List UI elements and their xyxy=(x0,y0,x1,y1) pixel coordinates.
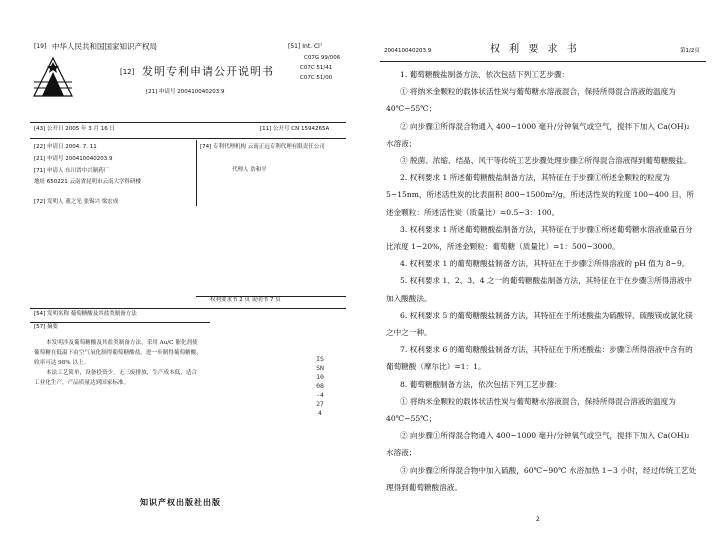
publisher: 知识产权出版社出版 xyxy=(140,497,221,507)
page-number: 2 xyxy=(536,516,540,523)
side-number: ISSN 1008-4274 xyxy=(316,355,324,417)
claims-body xyxy=(386,66,698,496)
claim-line: 4. 权利要求 1 的葡萄糖酸盐制备方法，其特征在于步骤②所得溶液的 pH 值为 8~9。 xyxy=(400,259,690,269)
field-22: [22] 申请日 2004. 7. 11 xyxy=(34,144,97,150)
claim-line: 1. 葡萄糖酸盐制备方法，依次包括下列工艺步骤： xyxy=(400,70,570,79)
field-43: [43] 公开日 2005 年 3 月 16 日 xyxy=(34,126,116,132)
header-page-label: 第1/2页 xyxy=(680,48,700,54)
column-divider xyxy=(196,140,197,206)
field-51: [51] Int. Cl⁷ xyxy=(288,43,323,50)
claim-line: ② 向步骤①所得混合物通入 400~1000 毫升/分钟氧气或空气，搅拌下加入 Ca(OH)₂ 水溶液； xyxy=(386,121,690,148)
header-title: 权 利 要 求 书 xyxy=(490,44,580,55)
field-21b: [21] 申请号 200410040203.9 xyxy=(34,156,113,162)
divider-2 xyxy=(30,138,346,139)
abstract-paragraph: 本发明涉及葡萄糖酸及其盐类制备方法，采用 Au/C 催化剂使葡萄糖在低温下由空气氧化制得葡萄糖酸盐，进一步制得葡萄糖酸，收率可达 98% 以上。 xyxy=(34,340,202,366)
claim-line: ② 向步骤①所得混合物通入 400~1000 毫升/分钟氧气或空气，搅拌下加入 Ca(OH)₂ 水溶液； xyxy=(386,431,690,458)
ipc-code-1: C07G 99/006 xyxy=(304,55,341,61)
claim-line: 3. 权利要求 1 所述葡萄糖酸盐制备方法，其特征在于步骤①所述葡萄糖水溶液重量百分比浓度 1~20%，所述金颗粒：葡萄糖（质量比）=1：500~3000。 xyxy=(386,224,693,252)
claim-line: ① 将纳米金颗粒的载体状活性炭与葡萄糖水溶液混合，保持所得混合溶液的温度为 40℃~55℃； xyxy=(386,396,676,424)
agent: 代理人 浩和平 xyxy=(232,167,267,173)
office-name: 中华人民共和国国家知识产权局 xyxy=(52,42,157,51)
divider-3 xyxy=(30,308,346,309)
claim-line: ③ 脱菌、浓缩、结晶、风干等传统工艺步骤处理步骤②所得混合溶液得到葡萄糖酸盐。 xyxy=(400,156,691,166)
ipc-code-2: C07C 51/41 xyxy=(300,65,333,71)
claim-line: 5. 权利要求 1、2、3、4 之一的葡萄糖酸盐制备方法，其特征在于在步骤③所得溶液中加入酸酸法。 xyxy=(386,276,692,303)
header-application-number: 200410040203.9 xyxy=(384,48,432,54)
ipc-code-3: C07C 51/00 xyxy=(300,75,333,81)
abstract-text xyxy=(34,338,202,388)
document-title: 发明专利申请公开说明书 xyxy=(142,65,274,78)
address: 地址 650221 云南省昆明市云南大学科研楼 xyxy=(34,179,141,185)
patent-office-emblem-icon xyxy=(30,52,76,100)
claims-page xyxy=(360,0,720,540)
claim-line: 2. 权利要求 1 所述葡萄糖酸盐制备方法，其特征在于步骤①所述金颗粒的粒度为 5~15nm，所述活性炭的比表面积 800~1500m²/g，所述活性炭的粒度 100~400 目，所述金颗粒：所述活性炭（质量比）=0.5~3：100。 xyxy=(386,173,695,217)
claim-line: ③ 向步骤②所得混合物中加入硫酸，60℃~90℃ 水浴加热 1~3 小时，经过传统工艺处理得到葡萄糖酸溶液。 xyxy=(386,465,697,492)
field-57: [57] 摘要 xyxy=(34,324,59,330)
field-11: [11] 公开号 CN 1594265A xyxy=(260,126,330,132)
field-12: [12] xyxy=(120,68,135,76)
abstract-paragraph: 本法工艺简单，设备投资少，无三废排放，生产成本低，适合工业化生产。产品质量达到国家标准。 xyxy=(34,370,198,386)
divider-4 xyxy=(30,322,210,323)
claim-line: 7. 权利要求 6 的葡萄糖酸盐制备方法，其特征在于所述酸盐：步骤②所得溶液中含有的葡萄糖酸（摩尔比）=1：1。 xyxy=(386,345,693,372)
claim-line: 8. 葡萄糖酸制备方法，依次包括下列工艺步骤： xyxy=(400,379,562,389)
claim-line: 6. 权利要求 5 的葡萄糖酸盐制备方法，其特征在于所述酸盐为硫酸锌、硫酸镁或氯化镁之中之一种。 xyxy=(386,310,693,338)
divider-top xyxy=(30,122,346,123)
claims-pages: 权利要求书 2 页 说明书 7 页 xyxy=(210,297,281,303)
field-54: [54] 发明名称 葡萄糖酸及其盐类制备方法 xyxy=(34,311,137,317)
field-71: [71] 申请人 东川省中兴制药厂 xyxy=(34,168,110,174)
field-21: [21] 申请号 200410040203.9 xyxy=(146,89,225,95)
field-72b: [72] 发明人 董之光 张锡兴 梁宏成 xyxy=(34,199,119,205)
field-19: [19] xyxy=(34,43,47,50)
header-rule xyxy=(380,61,706,62)
field-74: [74] 专利代理机构 云南正远专利代理有限责任公司 xyxy=(200,144,325,150)
claim-line: ① 将纳米金颗粒的载体状活性炭与葡萄糖水溶液混合，保持所得混合溶液的温度为 40℃~55℃； xyxy=(386,87,676,114)
